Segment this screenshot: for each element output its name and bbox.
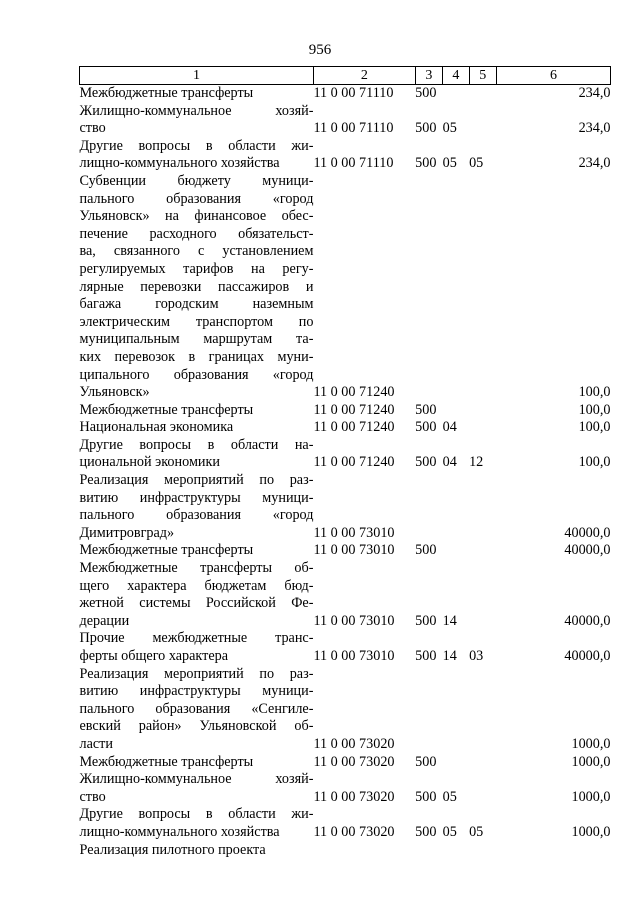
row-name-line: Реализация мероприятий по раз- [79, 665, 314, 682]
column-header: 5 [469, 67, 496, 85]
row-name [80, 754, 314, 772]
row-name-line: Прочие межбюджетные транс- [79, 630, 314, 647]
row-amount: 100,0 [578, 384, 611, 401]
row-col4 [443, 85, 469, 103]
row-col3 [415, 842, 442, 860]
row-name-line: евский район» Ульяновской об- [79, 718, 314, 735]
table-row [80, 472, 611, 542]
row-name-line: Реализация пилотного проекта [79, 841, 266, 858]
row-name-line: лярные перевозки пассажиров и [79, 278, 314, 295]
row-name-line: Димитровград» [79, 524, 175, 541]
row-col3: 500 [415, 120, 437, 137]
table-row [80, 138, 611, 173]
row-name-line: пального образования «город [79, 190, 314, 207]
row-name [80, 542, 314, 560]
row-name-line: ство [79, 788, 106, 805]
row-name-line: лищно-коммунального хозяйства [79, 823, 280, 840]
row-amount: 40000,0 [564, 524, 611, 541]
row-name-line: Жилищно-коммунальное хозяй- [79, 771, 314, 788]
row-name-line: ство [79, 120, 106, 137]
row-amount: 40000,0 [564, 648, 611, 664]
row-col4: 05 [442, 120, 457, 137]
row-amount: 100,0 [578, 401, 611, 418]
table-header-row [80, 67, 611, 85]
row-code: 11 0 00 71240 [313, 384, 395, 401]
row-name-line: дерации [79, 612, 130, 629]
row-name-line: муниципальным маршрутам та- [79, 331, 314, 348]
row-col5 [469, 472, 496, 542]
row-amount: 40000,0 [564, 542, 611, 559]
table-row [80, 771, 611, 806]
row-col5: 05 [469, 155, 484, 172]
row-name-line: ва, связанного с установлением [79, 243, 314, 260]
table-row [80, 666, 611, 754]
row-amount: 234,0 [578, 85, 611, 101]
row-name-line: Другие вопросы в области жи- [79, 806, 314, 823]
row-name-line: ферты общего характера [79, 648, 229, 664]
row-amount: 1000,0 [571, 735, 611, 752]
row-col4: 14 [442, 612, 457, 629]
row-col3: 500 [415, 419, 437, 436]
row-code: 11 0 00 71240 [313, 419, 395, 436]
row-name-line: циональной экономики [79, 454, 220, 471]
column-header: 3 [415, 67, 442, 85]
table-row [80, 85, 611, 103]
table-row [80, 842, 611, 860]
row-name-line: регулируемых тарифов на регу- [79, 260, 314, 277]
table-row [80, 806, 611, 841]
row-col4: 05 [442, 823, 457, 840]
row-name-line: витию инфраструктуры муници- [79, 683, 314, 700]
row-col3: 500 [415, 155, 437, 172]
row-name-line: Межбюджетные трансферты [79, 85, 254, 101]
row-col5 [469, 560, 496, 630]
row-name-line: Другие вопросы в области на- [79, 436, 314, 453]
row-name-line: Межбюджетные трансферты [79, 753, 254, 770]
row-name-line: пального образования «Сенгиле- [79, 700, 314, 717]
row-col3: 500 [415, 85, 437, 101]
row-name [80, 842, 314, 860]
row-name [80, 806, 314, 841]
budget-table [79, 66, 611, 859]
row-code: 11 0 00 71110 [313, 120, 394, 137]
row-name [80, 85, 314, 103]
row-name [80, 138, 314, 173]
row-name [80, 419, 314, 437]
row-name-line: Реализация мероприятий по раз- [79, 472, 314, 489]
row-col5 [469, 103, 496, 138]
table-row [80, 542, 611, 560]
row-col4: 04 [442, 419, 457, 436]
row-name-line: Ульяновск» [79, 384, 150, 401]
table-row [80, 402, 611, 420]
table-row [80, 173, 611, 402]
row-code: 11 0 00 73010 [313, 542, 395, 559]
row-amount: 40000,0 [564, 612, 611, 629]
row-name-line: витию инфраструктуры муници- [79, 489, 314, 506]
row-col4 [443, 173, 469, 402]
row-name-line: Другие вопросы в области жи- [79, 137, 314, 154]
row-name [80, 402, 314, 420]
row-name [80, 630, 314, 665]
row-col3 [415, 173, 442, 402]
row-name-line: щего характера бюджетам бюд- [79, 577, 314, 594]
row-col3: 500 [415, 823, 437, 840]
row-col3 [415, 472, 442, 542]
row-col5 [469, 402, 496, 420]
row-col5 [469, 771, 496, 806]
row-amount: 234,0 [578, 155, 611, 172]
row-code: 11 0 00 73020 [313, 788, 395, 805]
row-col3: 500 [415, 788, 437, 805]
row-col3 [415, 666, 442, 754]
row-col5 [469, 419, 496, 437]
row-name-line: печение расходного обязательст- [79, 225, 314, 242]
row-col3: 500 [415, 612, 437, 629]
row-name-line: Ульяновск» на финансовое обес- [79, 208, 314, 225]
row-col5 [469, 85, 496, 103]
row-name-line: Жилищно-коммунальное хозяй- [79, 102, 314, 119]
row-name-line: жетной системы Российской Фе- [79, 595, 314, 612]
column-header: 6 [497, 67, 611, 85]
row-name-line: багажа городским наземным [79, 296, 314, 313]
row-col4: 14 [442, 648, 457, 664]
row-code: 11 0 00 73010 [313, 612, 395, 629]
row-col5 [469, 542, 496, 560]
row-name [80, 103, 314, 138]
row-col5 [469, 754, 496, 772]
row-col4 [443, 754, 469, 772]
row-code: 11 0 00 73020 [313, 823, 395, 840]
row-code: 11 0 00 73020 [313, 753, 395, 770]
row-code: 11 0 00 73020 [313, 735, 395, 752]
column-header: 4 [443, 67, 469, 85]
row-name-line: электрическим транспортом по [79, 313, 314, 330]
row-name [80, 437, 314, 472]
row-name [80, 173, 314, 402]
row-amount [497, 842, 611, 860]
row-col3: 500 [415, 542, 437, 559]
row-col4 [443, 472, 469, 542]
table-row [80, 560, 611, 630]
row-amount: 1000,0 [571, 753, 611, 770]
row-name [80, 472, 314, 542]
row-name-line: ласти [79, 735, 113, 752]
table-row [80, 103, 611, 138]
row-col5: 03 [469, 648, 484, 664]
row-col4: 04 [442, 454, 457, 471]
row-code: 11 0 00 71240 [313, 454, 395, 471]
row-name-line: Межбюджетные трансферты [79, 401, 254, 418]
row-code: 11 0 00 71110 [313, 85, 394, 101]
table-row [80, 437, 611, 472]
row-code [313, 842, 415, 860]
table-row [80, 630, 611, 665]
row-col5 [469, 842, 496, 860]
row-col4 [443, 842, 469, 860]
row-col5: 05 [469, 823, 484, 840]
row-col5: 12 [469, 454, 484, 471]
row-name-line: пального образования «город [79, 507, 314, 524]
row-amount: 234,0 [578, 120, 611, 137]
row-col4: 05 [442, 788, 457, 805]
table-row [80, 754, 611, 772]
row-col4 [443, 402, 469, 420]
row-name [80, 560, 314, 630]
row-col4: 05 [442, 155, 457, 172]
row-name-line: Субвенции бюджету муници- [79, 172, 314, 189]
row-col3: 500 [415, 454, 437, 471]
row-name [80, 666, 314, 754]
table-row [80, 419, 611, 437]
row-name-line: Межбюджетные трансферты [79, 542, 254, 559]
row-code: 11 0 00 71240 [313, 401, 395, 418]
row-amount: 100,0 [578, 419, 611, 436]
row-col5 [469, 173, 496, 402]
row-name-line: ципального образования «город [79, 366, 314, 383]
row-name-line: Национальная экономика [79, 419, 234, 436]
row-code: 11 0 00 71110 [313, 155, 394, 172]
row-col4 [443, 542, 469, 560]
row-amount: 1000,0 [571, 823, 611, 840]
row-col5 [469, 666, 496, 754]
row-col4 [443, 666, 469, 754]
row-code: 11 0 00 73010 [313, 648, 395, 664]
row-col3: 500 [415, 401, 437, 418]
row-col3: 500 [415, 648, 437, 664]
row-name-line: лищно-коммунального хозяйства [79, 155, 280, 172]
row-amount: 100,0 [578, 454, 611, 471]
column-header: 1 [80, 67, 314, 85]
row-name-line: ких перевозок в границах муни- [79, 348, 314, 365]
row-code: 11 0 00 73010 [313, 524, 395, 541]
row-name-line: Межбюджетные трансферты об- [79, 560, 314, 577]
row-name [80, 771, 314, 806]
row-col3: 500 [415, 753, 437, 770]
column-header: 2 [313, 67, 415, 85]
row-amount: 1000,0 [571, 788, 611, 805]
page-number: 956 [308, 42, 332, 58]
